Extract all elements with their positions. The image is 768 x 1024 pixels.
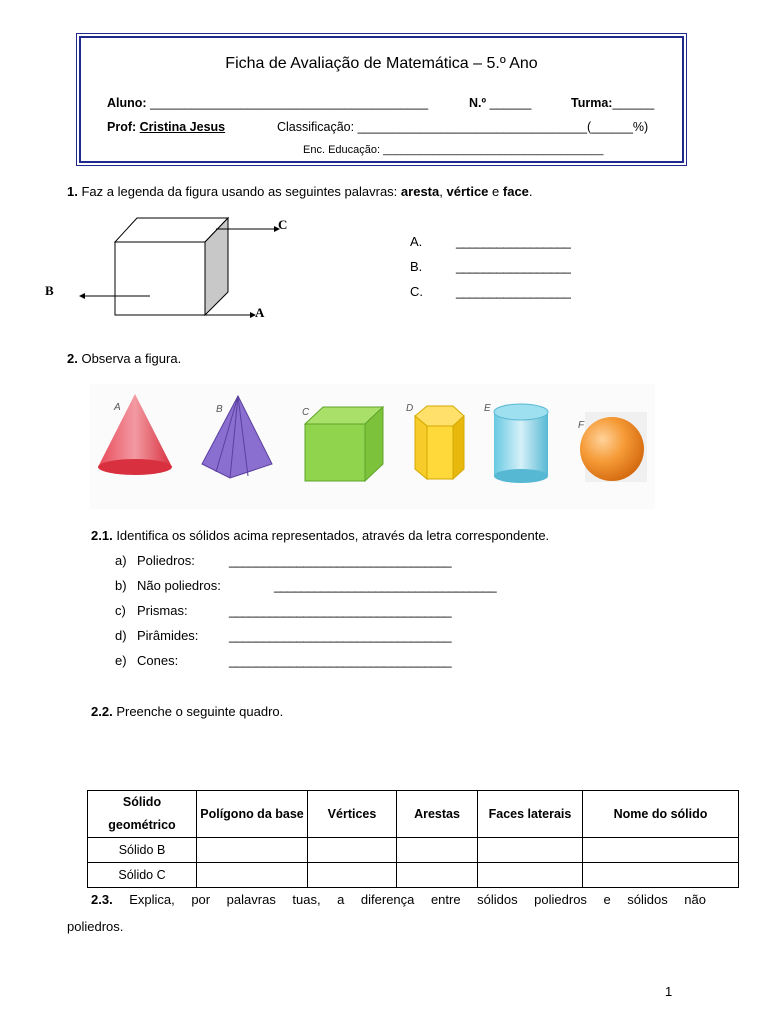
class-line[interactable]: ______ (612, 96, 655, 110)
question-2-number: 2. (67, 351, 78, 366)
item-label: Não poliedros: (137, 578, 221, 593)
solid-letter-d: D (406, 403, 414, 414)
question-2-3-line1: Explica, por palavras tuas, a diferença entre sólidos poliedros e sólidos não (129, 892, 706, 907)
guardian-label: Enc. Educação: (303, 144, 381, 156)
table-cell[interactable] (397, 838, 478, 863)
percent-suffix: %) (632, 120, 649, 134)
answer-c-line[interactable]: _________________ (456, 284, 571, 299)
table-cell[interactable] (197, 838, 308, 863)
word-aresta: aresta (400, 184, 440, 199)
answer-a (410, 234, 570, 249)
page-number: 1 (665, 984, 673, 999)
teacher-label: Prof: (107, 120, 137, 134)
question-1-number: 1. (67, 184, 78, 199)
figure-label-a: A (255, 305, 265, 320)
question-2-1-number: 2.1. (91, 528, 113, 543)
header-nome: Nome do sólido (583, 791, 739, 838)
item-letter: c) (115, 603, 126, 618)
solid-letter-f: F (578, 420, 585, 431)
solids-table (87, 790, 739, 888)
answer-line[interactable]: _________________________________ (229, 553, 452, 568)
item-label: Cones: (137, 653, 179, 668)
question-1-prompt (67, 184, 533, 199)
answer-line[interactable]: _________________________________ (229, 603, 452, 618)
header-vertices: Vértices (308, 791, 397, 838)
cube-front-face (115, 242, 205, 315)
student-label: Aluno: (107, 96, 147, 110)
teacher-name: Cristina Jesus (139, 120, 226, 134)
table-cell[interactable] (478, 863, 583, 888)
question-1-text: Faz a legenda da figura usando as seguintes palavras: (81, 184, 398, 199)
comma: , (439, 184, 443, 199)
item-letter: b) (115, 578, 127, 593)
list-item-poliedros (115, 553, 451, 568)
header-faces: Faces laterais (478, 791, 583, 838)
question-2-1-prompt (91, 528, 549, 543)
answer-line[interactable]: _________________________________ (229, 628, 452, 643)
solids-figure (90, 384, 655, 509)
header-arestas: Arestas (397, 791, 478, 838)
number-field (469, 96, 531, 110)
student-field (107, 96, 428, 110)
solid-letter-b: B (216, 404, 223, 415)
item-label: Pirâmides: (137, 628, 199, 643)
period: . (528, 184, 533, 199)
answer-line[interactable]: _________________________________ (229, 653, 452, 668)
table-cell[interactable] (308, 838, 397, 863)
student-line[interactable]: ________________________________________ (150, 96, 429, 110)
prism-side-right (453, 416, 464, 479)
answer-b (410, 259, 570, 274)
answer-a-label: A. (410, 234, 423, 249)
list-item-prismas (115, 603, 451, 618)
row-label: Sólido C (88, 863, 197, 888)
header-poligono: Polígono da base (197, 791, 308, 838)
solid-letter-c: C (302, 407, 310, 418)
cylinder-base (494, 469, 548, 483)
row-label: Sólido B (88, 838, 197, 863)
item-letter: e) (115, 653, 127, 668)
solid-letter-e: E (484, 403, 491, 414)
table-cell[interactable] (583, 838, 739, 863)
number-label: N.º (469, 96, 487, 110)
table-cell[interactable] (397, 863, 478, 888)
figure-label-b: B (45, 283, 54, 298)
arrow-b-head (79, 293, 85, 299)
item-label: Prismas: (137, 603, 188, 618)
cube-figure (40, 205, 280, 325)
table-cell[interactable] (197, 863, 308, 888)
question-2-3-prompt (67, 892, 706, 907)
green-cube-front (305, 424, 365, 481)
header-solido: Sólido geométrico (88, 791, 197, 838)
answer-a-line[interactable]: _________________ (456, 234, 571, 249)
answer-b-line[interactable]: _________________ (456, 259, 571, 274)
teacher-field (107, 120, 225, 134)
prism-front (427, 426, 453, 479)
question-2-2-text: Preenche o seguinte quadro. (116, 704, 284, 719)
conjunction: e (492, 184, 500, 199)
question-2-1-text: Identifica os sólidos acima representados, através da letra correspondente. (116, 528, 550, 543)
worksheet-title: Ficha de Avaliação de Matemática – 5.º Ano (225, 55, 538, 72)
class-label: Turma: (571, 96, 613, 110)
question-2-2-number: 2.2. (91, 704, 113, 719)
grade-label: Classificação: (277, 120, 355, 134)
cone-base (98, 459, 172, 475)
header-box (79, 36, 684, 163)
answer-b-label: B. (410, 259, 423, 274)
table-header-row (88, 791, 739, 838)
table-cell[interactable] (478, 838, 583, 863)
number-line[interactable]: ______ (489, 96, 532, 110)
question-2-3-line2: poliedros. (67, 919, 124, 934)
solid-letter-a: A (114, 402, 121, 413)
answer-c (410, 284, 570, 299)
cylinder-body (494, 412, 548, 476)
guardian-line[interactable]: ____________________________________ (383, 144, 604, 156)
prism-side-left (415, 416, 427, 479)
grade-field (277, 120, 648, 134)
question-2-2-prompt (91, 704, 283, 719)
word-vertice: vértice (446, 184, 489, 199)
grade-line[interactable]: _________________________________ (357, 120, 588, 134)
table-cell[interactable] (308, 863, 397, 888)
class-field (571, 96, 654, 110)
question-2-prompt (67, 351, 181, 366)
item-letter: a) (115, 553, 127, 568)
item-letter: d) (115, 628, 127, 643)
percent-prefix[interactable]: (______ (587, 120, 633, 134)
list-item-piramides (115, 628, 451, 643)
item-label: Poliedros: (137, 553, 195, 568)
word-face: face (502, 184, 529, 199)
table-cell[interactable] (583, 863, 739, 888)
question-2-text: Observa a figura. (81, 351, 182, 366)
list-item-cones (115, 653, 451, 668)
table-row (88, 863, 739, 888)
figure-label-c: C (278, 217, 288, 232)
question-2-3-number: 2.3. (91, 892, 113, 907)
guardian-field (303, 144, 603, 156)
answer-c-label: C. (410, 284, 423, 299)
cylinder-top (494, 404, 548, 420)
answer-line[interactable]: _________________________________ (274, 578, 497, 593)
table-row (88, 838, 739, 863)
sphere-shape (580, 417, 644, 481)
list-item-nao-poliedros (115, 578, 496, 593)
